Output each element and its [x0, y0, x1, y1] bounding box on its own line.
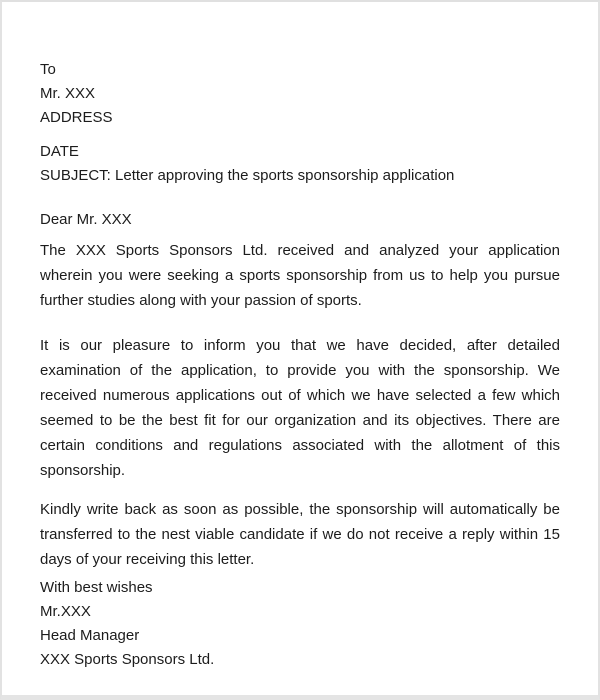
sender-title: Head Manager [40, 627, 140, 644]
body-paragraph-2: It is our pleasure to inform you that we have decided, after detailed examination of the application, to provide you with the sponsorship. We received numerous applications out of which we have selected a few which seemed to be the best fit for our organization and its objectives. There are certain conditions and regulations associated with the allotment of this sponsorship. [40, 337, 560, 479]
meta-block [40, 140, 560, 188]
recipient-name: Mr. XXX [40, 85, 96, 102]
body-paragraph-3: Kindly write back as soon as possible, the sponsorship will automatically be transferred to the nest viable candidate if we do not receive a reply within 15 days of your receiving this letter. [40, 501, 560, 568]
sender-company: XXX Sports Sponsors Ltd. [40, 651, 215, 668]
sender-name: Mr.XXX [40, 603, 91, 620]
salutation: Dear Mr. XXX [40, 211, 132, 228]
recipient-block [40, 58, 560, 130]
closing-block [40, 576, 560, 672]
to-label: To [40, 61, 56, 78]
subject-line: SUBJECT: Letter approving the sports sponsorship application [40, 167, 455, 184]
recipient-address: ADDRESS [40, 109, 113, 126]
closing-wishes: With best wishes [40, 579, 153, 596]
date-label: DATE [40, 143, 79, 160]
body-paragraph-1: The XXX Sports Sponsors Ltd. received and analyzed your application wherein you were seeking a sports sponsorship from us to help you pursue further studies along with your passion of sports. [40, 242, 560, 309]
